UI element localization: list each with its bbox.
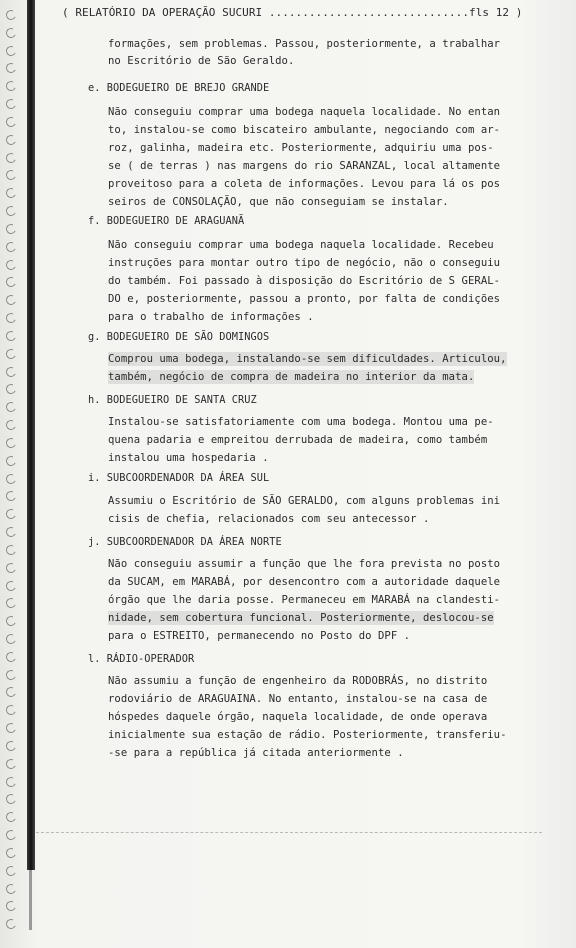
item-heading-h: h. BODEGUEIRO DE SANTA CRUZ — [88, 394, 257, 406]
text-line: para o ESTREITO, permanecendo no Posto do DPF . — [108, 630, 411, 642]
text-line: cisis de chefia, relacionados com seu antecessor . — [108, 513, 430, 525]
text-line: do também. Foi passado à disposição do Escritório de S GERAL- — [108, 275, 501, 287]
text-line: quena padaria e empreitou derrubada de madeira, como também — [108, 434, 488, 446]
text-line: DO e, posteriormente, passou a pronto, por falta de condições — [108, 293, 501, 305]
text-line: hóspedes daquele órgão, naquela localidade, de onde operava — [108, 711, 488, 723]
item-heading-l: l. RÁDIO-OPERADOR — [88, 653, 195, 665]
text-line: Não assumiu a função de engenheiro da RODOBRÁS, no distrito — [108, 675, 488, 687]
text-line: nidade, sem cobertura funcional. Posteriormente, deslocou-se — [108, 612, 494, 624]
text-line: Assumiu o Escritório de SÃO GERALDO, com alguns problemas ini — [108, 495, 501, 507]
text-line: instalou uma hospedaria . — [108, 452, 269, 464]
item-heading-f: f. BODEGUEIRO DE ARAGUANÃ — [88, 215, 245, 227]
text-line: roz, galinha, madeira etc. Posteriormente, adquiriu uma pos- — [108, 142, 494, 154]
text-line: também, negócio de compra de madeira no interior da mata. — [108, 371, 475, 383]
item-heading-j: j. SUBCOORDENADOR DA ÁREA NORTE — [88, 536, 282, 548]
page-header: ( RELATÓRIO DA OPERAÇÃO SUCURI ..............................fls 12 ) — [62, 6, 523, 19]
text-line: proveitoso para a coleta de informações. Levou para lá os pos — [108, 178, 501, 190]
text-line: Não conseguiu assumir a função que lhe fora prevista no posto — [108, 558, 501, 570]
text-line: órgão que lhe daria posse. Permaneceu em MARABÁ na clandesti- — [108, 594, 501, 606]
text-line: se ( de terras ) nas margens do rio SARANZAL, local altamente — [108, 160, 501, 172]
text-line: seiros de CONSOLAÇÃO, que não conseguiam se instalar. — [108, 196, 449, 208]
text-line: rodoviário de ARAGUAINA. No entanto, instalou-se na casa de — [108, 693, 488, 705]
text-line: da SUCAM, em MARABÁ, por desencontro com a autoridade daquele — [108, 576, 501, 588]
text-line: instruções para montar outro tipo de negócio, não o conseguiu — [108, 257, 501, 269]
text-line: no Escritório de São Geraldo. — [108, 55, 295, 67]
text-line: Instalou-se satisfatoriamente com uma bodega. Montou uma pe- — [108, 416, 494, 428]
text-line: Não conseguiu comprar uma bodega naquela localidade. Recebeu — [108, 239, 494, 251]
text-line: inicialmente sua estação de rádio. Posteriormente, transferiu- — [108, 729, 507, 741]
text-line: -se para a república já citada anteriormente . — [108, 747, 404, 759]
text-line: para o trabalho de informações . — [108, 311, 314, 323]
text-line: Comprou uma bodega, instalando-se sem dificuldades. Articulou, — [108, 353, 507, 365]
item-heading-g: g. BODEGUEIRO DE SÃO DOMINGOS — [88, 331, 270, 343]
item-heading-e: e. BODEGUEIRO DE BREJO GRANDE — [88, 82, 270, 94]
item-heading-i: i. SUBCOORDENADOR DA ÁREA SUL — [88, 472, 270, 484]
text-line: to, instalou-se como biscateiro ambulante, negociando com ar- — [108, 124, 501, 136]
text-line: Não conseguiu comprar uma bodega naquela localidade. No entan — [108, 106, 501, 118]
text-line: formações, sem problemas. Passou, posteriormente, a trabalhar — [108, 38, 501, 50]
